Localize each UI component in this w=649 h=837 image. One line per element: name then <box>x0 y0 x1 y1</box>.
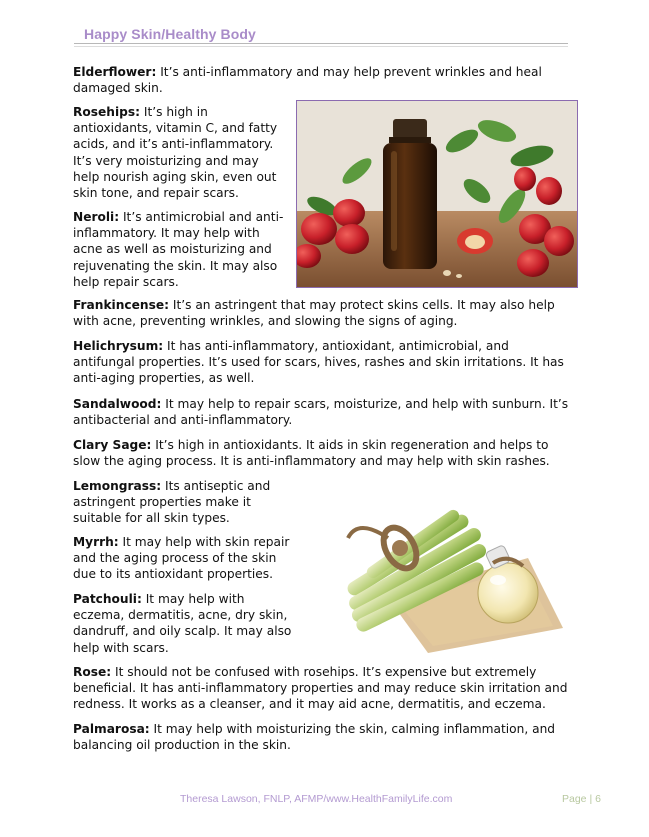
desc-elderflower: It’s anti-inflammatory and may help prevent wrinkles and heal damaged skin. <box>73 65 542 96</box>
term-helichrysum: Helichrysum: <box>73 339 164 353</box>
paragraph-neroli <box>73 209 285 290</box>
paragraph-patchouli <box>73 591 295 656</box>
paragraph-palmarosa <box>73 721 573 753</box>
desc-sandalwood: It may help to repair scars, moisturize, and help with sunburn. It’s antibacterial and anti-inflammatory. <box>73 397 569 428</box>
desc-frankincense: It’s an astringent that may protect skins cells. It may also help with acne, preventing wrinkles, and slowing the signs of aging. <box>73 298 555 329</box>
lemongrass-oil-illustration <box>318 478 568 658</box>
paragraph-elderflower <box>73 64 573 96</box>
rosehips-oil-illustration <box>297 101 577 287</box>
desc-clary-sage: It’s high in antioxidants. It aids in skin regeneration and helps to slow the aging process. It is anti-inflammatory and may help with skin rashes. <box>73 438 550 469</box>
footer-credit: Theresa Lawson, FNLP, AFMP/www.HealthFamilyLife.com <box>180 793 453 805</box>
header-title: Happy Skin/Healthy Body <box>84 26 256 42</box>
term-myrrh: Myrrh: <box>73 535 119 549</box>
term-rosehips: Rosehips: <box>73 105 140 119</box>
paragraph-rosehips <box>73 104 285 201</box>
page-number: Page | 6 <box>562 793 601 805</box>
term-clary-sage: Clary Sage: <box>73 438 152 452</box>
paragraph-clary-sage <box>73 437 573 469</box>
term-palmarosa: Palmarosa: <box>73 722 150 736</box>
desc-rose: It should not be confused with rosehips. It’s expensive but extremely beneficial. It has anti-inflammatory properties and may reduce skin irritation and redness. It works as a cleanser, and it may aid acne, dermatitis, and eczema. <box>73 665 568 712</box>
term-neroli: Neroli: <box>73 210 120 224</box>
term-sandalwood: Sandalwood: <box>73 397 162 411</box>
desc-myrrh: It may help with skin repair and the aging process of the skin due to its antioxidant properties. <box>73 535 290 582</box>
desc-rosehips: It’s high in antioxidants, vitamin C, and fatty acids, and it’s anti-inflammatory. It’s very moisturizing and may help nourish aging skin, even out skin tone, and repair scars. <box>73 105 278 201</box>
desc-patchouli: It may help with eczema, dermatitis, acne, dry skin, dandruff, and oily scalp. It may also help with scars. <box>73 592 292 655</box>
rosehips-oil-photo <box>296 100 578 288</box>
paragraph-myrrh <box>73 534 295 583</box>
term-rose: Rose: <box>73 665 112 679</box>
term-patchouli: Patchouli: <box>73 592 142 606</box>
lemongrass-oil-photo <box>318 478 568 658</box>
header-divider-secondary <box>74 46 568 47</box>
desc-neroli: It’s antimicrobial and anti-inflammatory. It may help with acne as well as moisturizing and rejuvenating the skin. It may also help repair scars. <box>73 210 284 289</box>
paragraph-frankincense <box>73 297 573 329</box>
desc-lemongrass: Its antiseptic and astringent properties make it suitable for all skin types. <box>73 479 271 526</box>
paragraph-rose <box>73 664 573 713</box>
paragraph-helichrysum <box>73 338 573 387</box>
term-frankincense: Frankincense: <box>73 298 169 312</box>
term-lemongrass: Lemongrass: <box>73 479 162 493</box>
term-elderflower: Elderflower: <box>73 65 157 79</box>
paragraph-lemongrass <box>73 478 295 527</box>
paragraph-sandalwood <box>73 396 573 428</box>
desc-helichrysum: It has anti-inflammatory, antioxidant, antimicrobial, and antifungal properties. It’s used for scars, hives, rashes and skin irritations. It has anti-aging properties, as well. <box>73 339 564 386</box>
desc-palmarosa: It may help with moisturizing the skin, calming inflammation, and balancing oil production in the skin. <box>73 722 556 753</box>
header-divider <box>74 43 568 44</box>
